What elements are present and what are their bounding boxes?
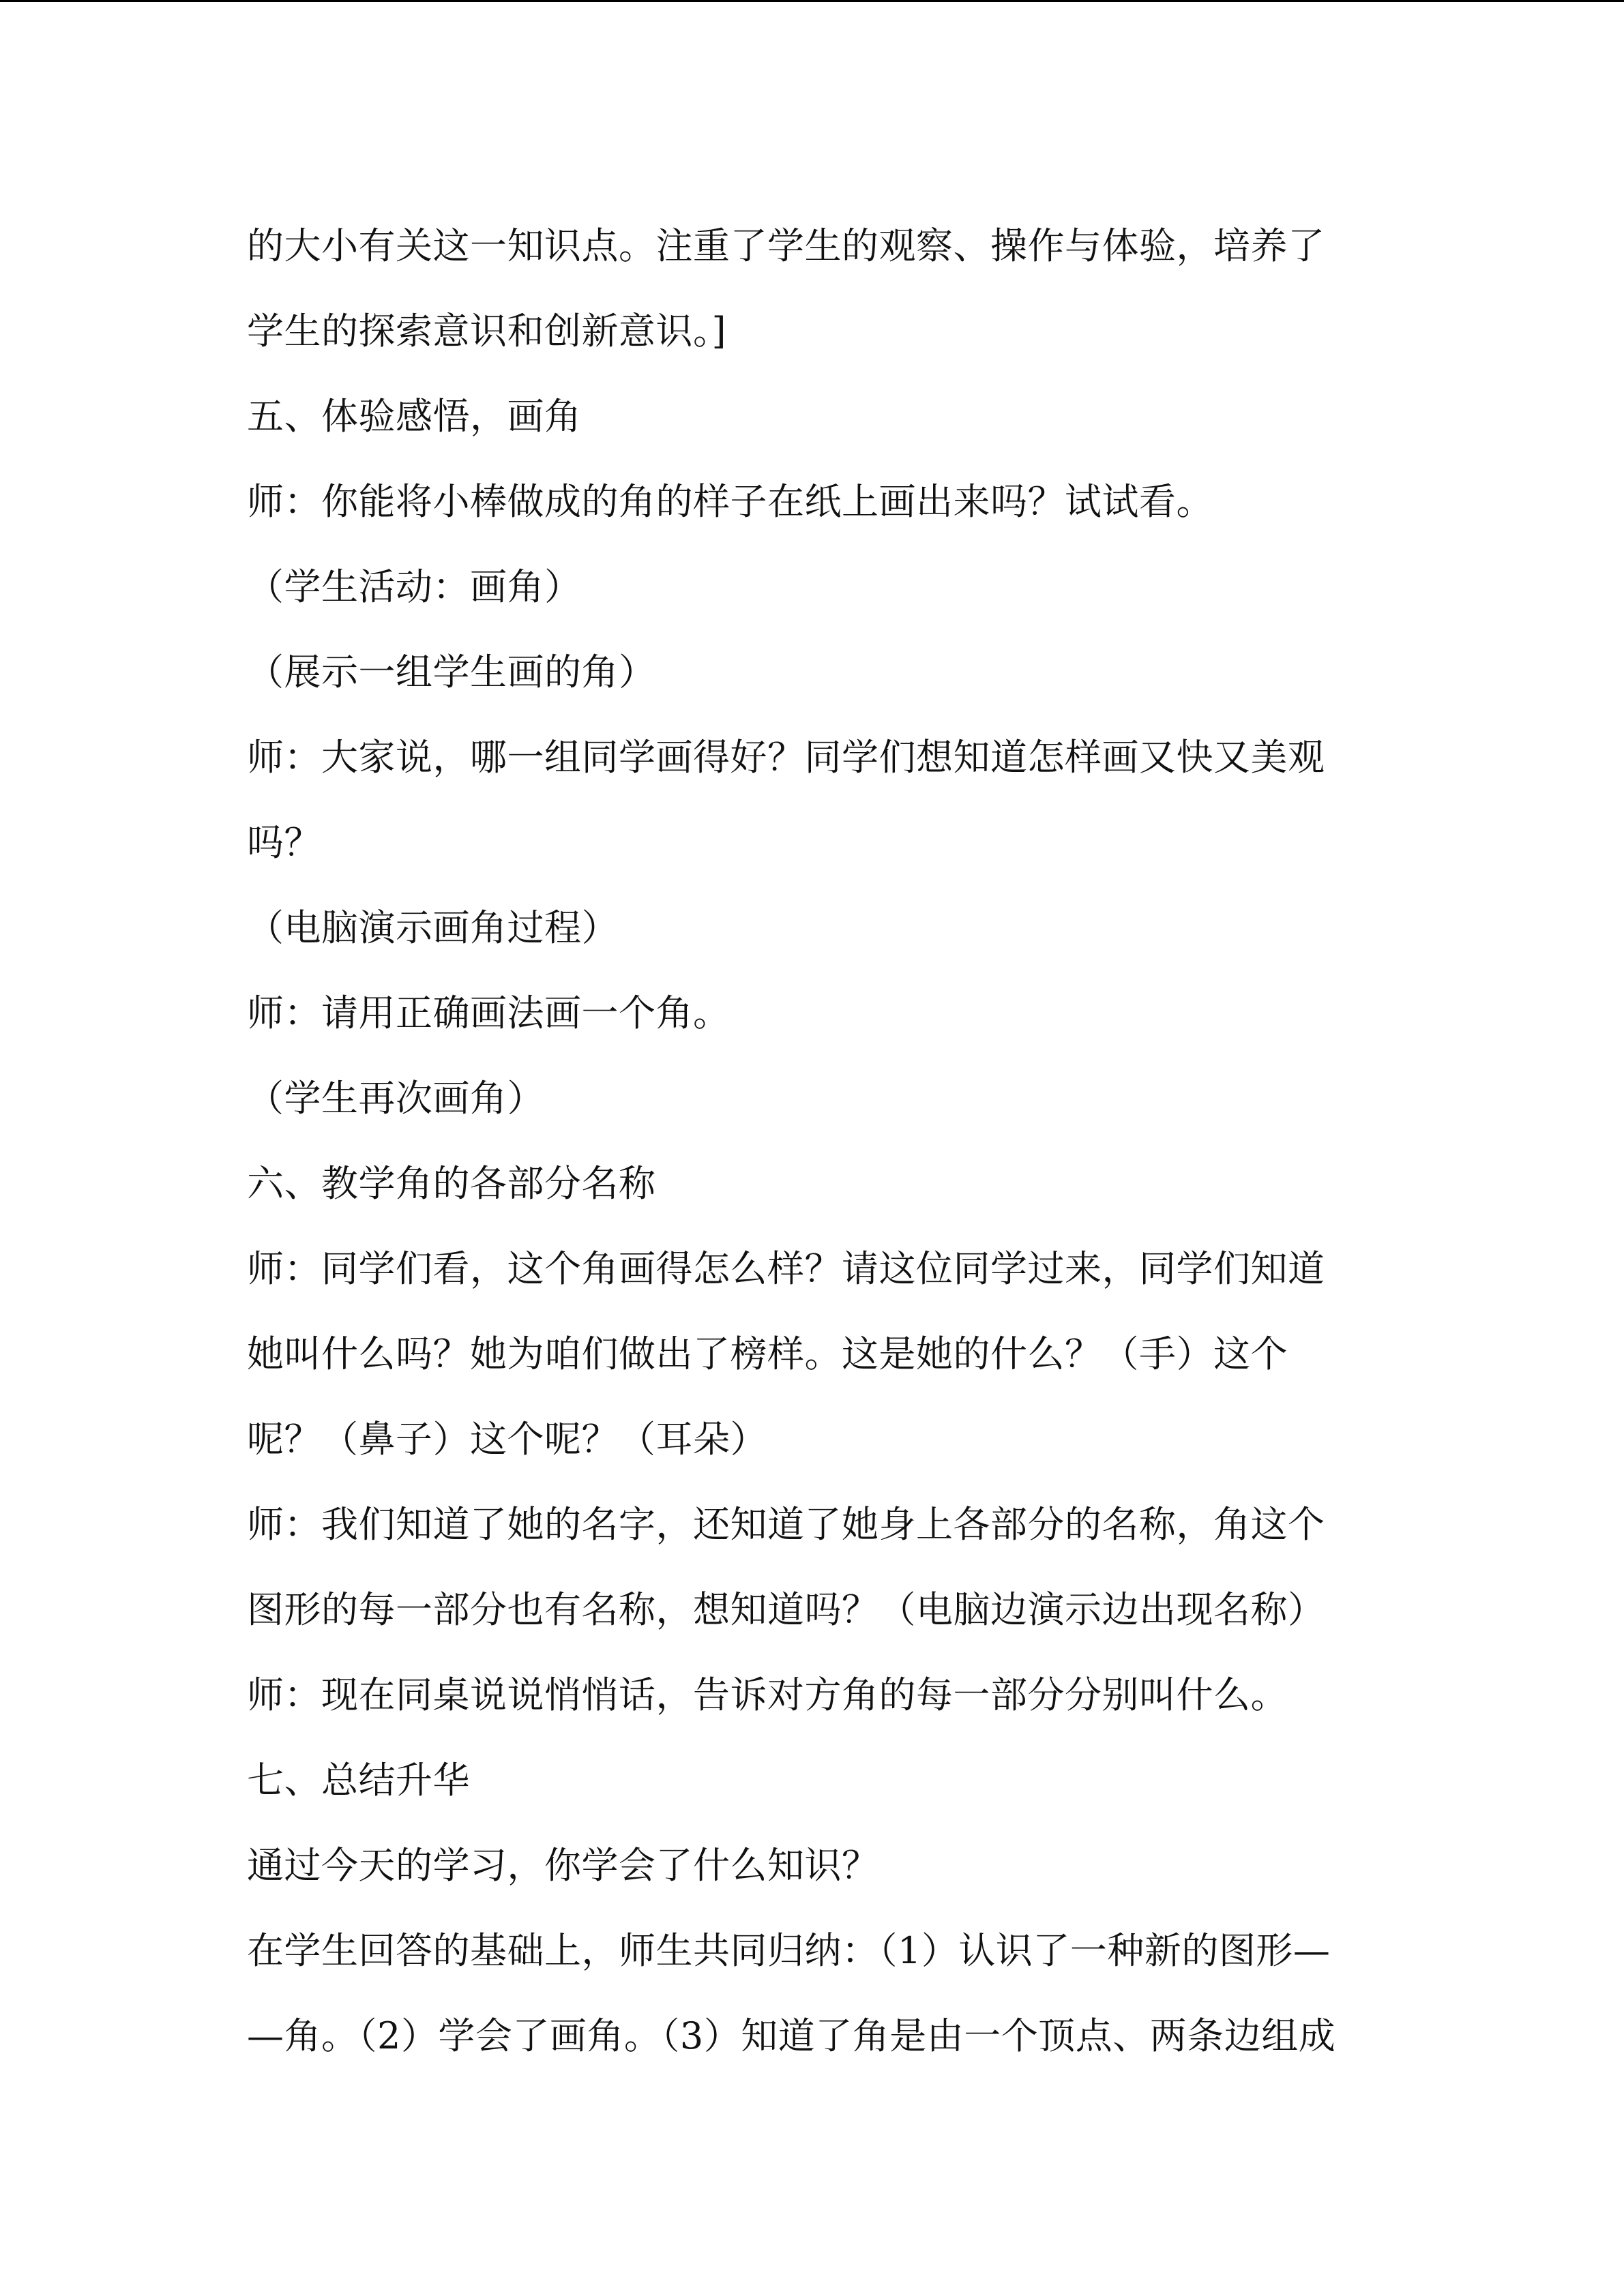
text-line: 师：大家说，哪一组同学画得好？同学们想知道怎样画又快又美观 (247, 736, 1325, 779)
text-line: 吗？ (247, 821, 321, 864)
text-line: （展示一组学生画的角） (247, 651, 656, 694)
text-line: 师：你能将小棒做成的角的样子在纸上画出来吗？试试看。 (247, 480, 1213, 523)
section-heading: 七、总结升华 (247, 1759, 470, 1802)
text-line: 她叫什么吗？她为咱们做出了榜样。这是她的什么？（手）这个 (247, 1332, 1288, 1375)
text-line: 在学生回答的基础上，师生共同归纳：（1）认识了一种新的图形— (247, 1929, 1331, 1972)
text-line: 的大小有关这一知识点。注重了学生的观察、操作与体验，培养了 (247, 224, 1325, 267)
text-line: 师：同学们看，这个角画得怎么样？请这位同学过来，同学们知道 (247, 1247, 1325, 1290)
text-line: 呢？（鼻子）这个呢？（耳朵） (247, 1418, 767, 1461)
text-line: （电脑演示画角过程） (247, 906, 619, 949)
text-line: 师：现在同桌说说悄悄话，告诉对方角的每一部分分别叫什么。 (247, 1673, 1288, 1716)
text-line: 师：我们知道了她的名字，还知道了她身上各部分的名称，角这个 (247, 1503, 1325, 1546)
text-line: —角。（2）学会了画角。（3）知道了角是由一个顶点、两条边组成 (247, 2014, 1336, 2057)
section-heading: 六、教学角的各部分名称 (247, 1162, 656, 1205)
text-line: 师：请用正确画法画一个角。 (247, 992, 730, 1034)
document-body (247, 203, 1393, 2078)
section-heading: 五、体验感悟，画角 (247, 395, 582, 438)
text-line: 通过今天的学习，你学会了什么知识？ (247, 1844, 879, 1887)
text-line: （学生活动：画角） (247, 565, 582, 608)
text-line: 图形的每一部分也有名称，想知道吗？（电脑边演示边出现名称） (247, 1588, 1325, 1631)
text-line: 学生的探索意识和创新意识。] (247, 310, 727, 353)
text-line: （学生再次画角） (247, 1077, 544, 1120)
